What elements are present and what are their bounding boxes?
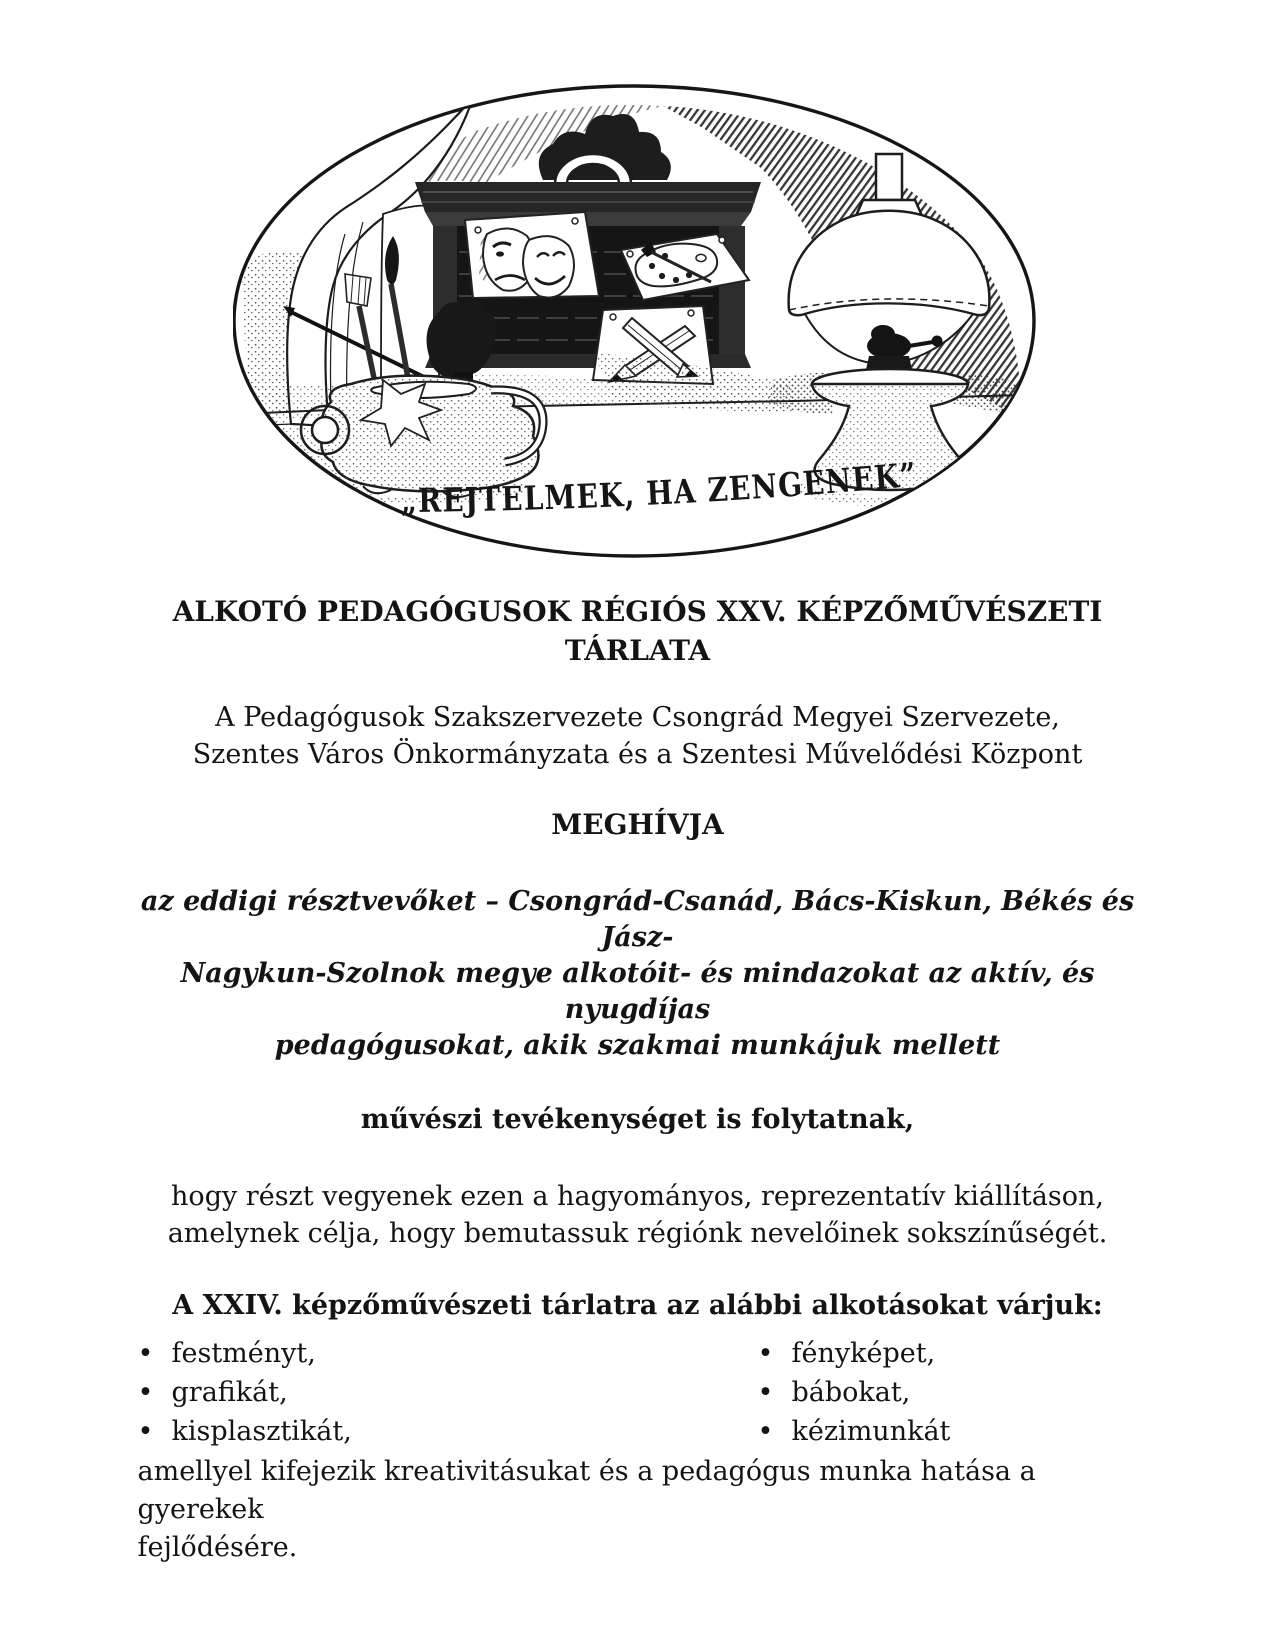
list-item: • fényképet,: [758, 1334, 1138, 1373]
closing-paragraph: [138, 1453, 1138, 1567]
activity-line: művészi tevékenységet is folytatnak,: [360, 1104, 915, 1135]
artworks-list: [138, 1334, 1138, 1451]
list-item: • festményt,: [138, 1334, 758, 1373]
invitation-word: MEGHÍVJA: [551, 808, 724, 841]
list-item: • kisplasztikát,: [138, 1412, 758, 1451]
artworks-column-left: [138, 1334, 758, 1451]
artworks-column-right: [758, 1334, 1138, 1451]
comedy-tragedy-masks-icon: [465, 212, 599, 298]
purpose-line-2: amelynek célja, hogy bemutassuk régiónk nevelőinek sokszínűségét.: [167, 1218, 1108, 1249]
closing-line-1: amellyel kifejezik kreativitásukat és a pedagógus munka hatása a gyerekek: [137, 1456, 1036, 1525]
document-body: [138, 592, 1138, 1567]
logo-illustration-svg: [233, 84, 1043, 562]
organizers-line-1: A Pedagógusok Szakszervezete Csongrád Megyei Szervezete,: [215, 702, 1060, 733]
invitees-line-3: pedagógusokat, akik szakmai munkájuk mellett: [274, 1030, 1001, 1061]
invitees-line-2: Nagykun-Szolnok megye alkotóit- és mindazokat az aktív, és nyugdíjas: [180, 958, 1095, 1025]
call-heading: A XXIV. képzőművészeti tárlatra az alábbi alkotásokat várjuk:: [172, 1290, 1103, 1321]
purpose-paragraph: [138, 1178, 1138, 1252]
organizers-line-2: Szentes Város Önkormányzata és a Szentesi Művelődési Központ: [192, 739, 1083, 770]
title-line-2: TÁRLATA: [564, 634, 711, 667]
page-title: [138, 592, 1138, 670]
logo-illustration: [233, 84, 1043, 562]
list-item: • kézimunkát: [758, 1412, 1138, 1451]
list-item: • bábokat,: [758, 1373, 1138, 1412]
organizers-paragraph: [138, 699, 1138, 773]
list-item: • grafikát,: [138, 1373, 758, 1412]
closing-line-2: fejlődésére.: [137, 1532, 298, 1563]
invitees-paragraph: [138, 884, 1138, 1064]
purpose-line-1: hogy részt vegyenek ezen a hagyományos, reprezentatív kiállításon,: [171, 1181, 1104, 1212]
invitees-line-1: az eddigi résztvevőket – Csongrád-Csanád, Bács-Kiskun, Békés és Jász-: [140, 886, 1135, 953]
title-line-1: ALKOTÓ PEDAGÓGUSOK RÉGIÓS XXV. KÉPZŐMŰVÉSZETI: [172, 595, 1103, 628]
logo-caption-text: „REJTELMEK, HA ZENGENEK”: [400, 454, 922, 521]
